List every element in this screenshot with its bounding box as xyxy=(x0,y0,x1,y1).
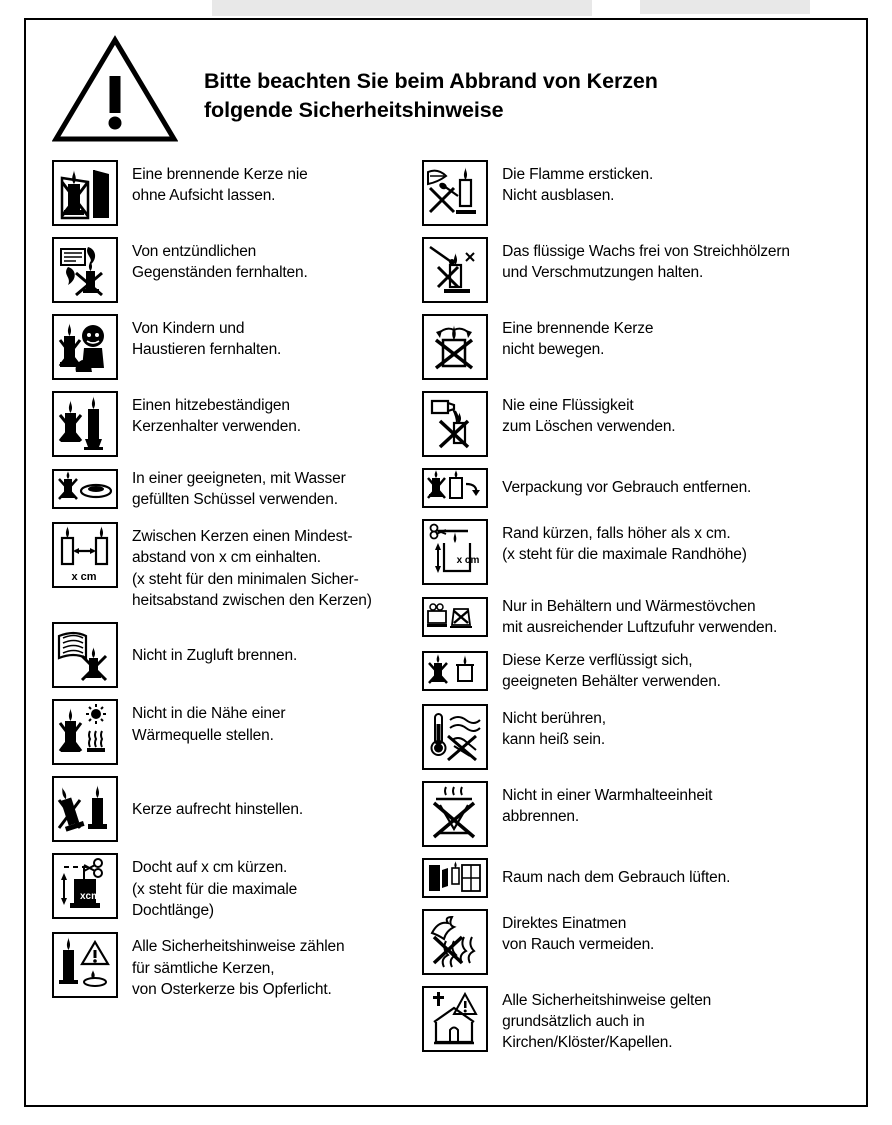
list-item-text: Direktes Einatmen von Rauch vermeiden. xyxy=(502,914,655,953)
list-item xyxy=(52,237,422,303)
list-item xyxy=(422,468,840,508)
list-item xyxy=(422,986,840,1054)
list-item-text: Nur in Behältern und Wärmestövchen mit ausreichender Luftzufuhr verwenden. xyxy=(502,598,778,637)
list-item-text: Von Kindern und Haustieren fernhalten. xyxy=(132,320,282,359)
candle-unattended-crossed-icon xyxy=(52,160,118,226)
list-item xyxy=(422,909,840,975)
remove-packaging-icon xyxy=(422,468,488,508)
list-item-text: Von entzündlichen Gegenständen fernhalten. xyxy=(132,243,308,282)
header xyxy=(52,34,840,144)
list-item-text: Kerze aufrecht hinstellen. xyxy=(132,800,304,818)
page-border xyxy=(24,18,868,1107)
list-item xyxy=(52,699,422,765)
list-item-text: Eine brennende Kerze nie ohne Aufsicht lassen. xyxy=(132,166,308,205)
list-item xyxy=(422,781,840,847)
minimum-distance-x-cm-icon xyxy=(52,522,118,588)
snuff-flame-no-blowing-icon xyxy=(422,160,488,226)
scan-artifact xyxy=(212,0,592,16)
list-item xyxy=(422,704,840,770)
list-item xyxy=(52,468,422,511)
list-item xyxy=(52,314,422,380)
candle-liquefies-container-icon xyxy=(422,651,488,691)
list-item xyxy=(422,650,840,693)
list-item xyxy=(422,858,840,898)
list-item-text: Zwischen Kerzen einen Mindest- abstand von x cm einhalten. (x steht für den minimalen Sicher- heitsabstand zwischen den Kerzen) xyxy=(132,527,372,609)
svg-text:x cm: x cm xyxy=(456,555,480,566)
scan-artifact xyxy=(640,0,810,14)
instruction-columns xyxy=(52,160,840,1065)
candle-upright-icon xyxy=(52,776,118,842)
title-line-2: folgende Sicherheitshinweise xyxy=(204,98,504,123)
list-item-text: Die Flamme ersticken. Nicht ausblasen. xyxy=(502,166,654,205)
churches-chapels-icon xyxy=(422,986,488,1052)
avoid-smoke-inhalation-icon xyxy=(422,909,488,975)
containers-warmers-air-supply-icon xyxy=(422,597,488,637)
list-item xyxy=(52,853,422,921)
list-item-text: Eine brennende Kerze nicht bewegen. xyxy=(502,320,654,359)
list-item xyxy=(52,160,422,226)
hot-do-not-touch-icon xyxy=(422,704,488,770)
no-heat-source-icon xyxy=(52,699,118,765)
svg-text:x cm: x cm xyxy=(71,570,97,583)
list-item xyxy=(422,237,840,303)
list-item-text: Nicht berühren, kann heiß sein. xyxy=(502,709,606,748)
water-filled-bowl-icon xyxy=(52,469,118,509)
list-item-text: Raum nach dem Gebrauch lüften. xyxy=(502,868,731,886)
list-item xyxy=(422,314,840,380)
title-line-1: Bitte beachten Sie beim Abbrand von Kerzen xyxy=(204,69,658,93)
no-warming-unit-icon xyxy=(422,781,488,847)
list-item-text: Docht auf x cm kürzen. (x steht für die maximale Dochtlänge) xyxy=(132,859,298,919)
left-column xyxy=(52,160,422,1065)
wax-free-of-matches-icon xyxy=(422,237,488,303)
list-item xyxy=(422,391,840,457)
do-not-move-burning-candle-icon xyxy=(422,314,488,380)
list-item-text: Rand kürzen, falls höher als x cm. (x steht für die maximale Randhöhe) xyxy=(502,525,747,564)
list-item-text: Verpackung vor Gebrauch entfernen. xyxy=(502,479,752,497)
list-item-text: Alle Sicherheitshinweise gelten grundsätzlich auch in Kirchen/Klöster/Kapellen. xyxy=(502,991,712,1052)
list-item-text: Einen hitzebeständigen Kerzenhalter verwenden. xyxy=(132,397,301,436)
svg-text:xcm: xcm xyxy=(79,891,101,903)
list-item-text: Diese Kerze verflüssigt sich, geeigneten Behälter verwenden. xyxy=(502,651,721,691)
ventilate-room-icon xyxy=(422,858,488,898)
list-item-text: Das flüssige Wachs frei von Streichhölzern und Verschmutzungen halten. xyxy=(502,243,790,282)
list-item xyxy=(52,776,422,842)
children-pets-crossed-icon xyxy=(52,314,118,380)
heat-resistant-holder-icon xyxy=(52,391,118,457)
list-item xyxy=(52,391,422,457)
list-item-text: Alle Sicherheitshinweise zählen für sämtliche Kerzen, von Osterkerze bis Opferlicht. xyxy=(132,938,345,999)
no-draught-icon xyxy=(52,622,118,688)
list-item xyxy=(52,522,422,612)
all-candles-warning-icon xyxy=(52,932,118,998)
list-item xyxy=(422,519,840,585)
right-column xyxy=(422,160,840,1065)
flammable-objects-crossed-icon xyxy=(52,237,118,303)
trim-wick-x-cm-icon xyxy=(52,853,118,919)
no-liquid-to-extinguish-icon xyxy=(422,391,488,457)
list-item-text: In einer geeigneten, mit Wasser gefüllten Schüssel verwenden. xyxy=(132,470,346,509)
page-title xyxy=(204,34,658,125)
list-item xyxy=(422,596,840,639)
list-item-text: Nicht in die Nähe einer Wärmequelle stellen. xyxy=(132,705,286,744)
list-item-text: Nie eine Flüssigkeit zum Löschen verwenden. xyxy=(502,397,676,436)
list-item xyxy=(52,622,422,688)
warning-triangle-exclamation-icon xyxy=(52,34,178,144)
list-item xyxy=(422,160,840,226)
list-item xyxy=(52,932,422,1000)
list-item-text: Nicht in einer Warmhalteeinheit abbrennen. xyxy=(502,786,713,825)
trim-rim-x-cm-icon xyxy=(422,519,488,585)
list-item-text: Nicht in Zugluft brennen. xyxy=(132,646,298,664)
